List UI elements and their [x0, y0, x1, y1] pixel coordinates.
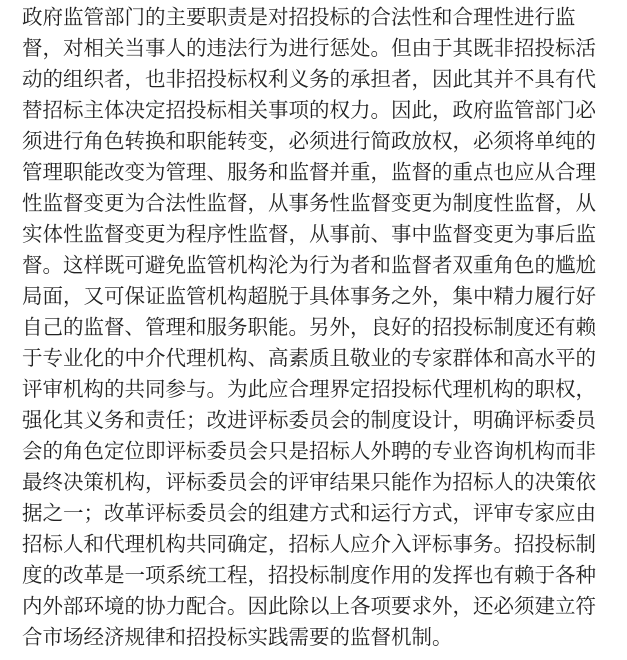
article-line: 内外部环境的协力配合。因此除以上各项要求外，还必须建立符 [22, 594, 596, 618]
article-line: 政府监管部门的主要职责是对招投标的合法性和合理性进行监 [22, 5, 576, 29]
article-line: 动的组织者，也非招投标权利义务的承担者，因此其并不具有代 [22, 67, 596, 91]
article-line: 督。这样既可避免监管机构沦为行为者和监督者双重角色的尴尬 [22, 253, 596, 277]
article-line: 性监督变更为合法性监督，从事务性监督变更为制度性监督，从 [22, 191, 596, 215]
article-line: 于专业化的中介代理机构、高素质且敬业的专家群体和高水平的 [22, 346, 596, 370]
article-line: 度的改革是一项系统工程，招投标制度作用的发挥也有赖于各种 [22, 563, 596, 587]
article-body [22, 0, 612, 653]
article-line: 局面，又可保证监管机构超脱于具体事务之外，集中精力履行好 [22, 284, 596, 308]
article-line: 据之一；改革评标委员会的组建方式和运行方式，评审专家应由 [22, 501, 596, 525]
article-line: 会的角色定位即评标委员会只是招标人外聘的专业咨询机构而非 [22, 439, 596, 463]
article-line: 最终决策机构，评标委员会的评审结果只能作为招标人的决策依 [22, 470, 596, 494]
article-line: 合市场经济规律和招投标实践需要的监督机制。 [22, 625, 453, 649]
article-line: 招标人和代理机构共同确定，招标人应介入评标事务。招投标制 [22, 532, 596, 556]
article-line: 自己的监督、管理和服务职能。另外，良好的招投标制度还有赖 [22, 315, 596, 339]
article-line: 实体性监督变更为程序性监督，从事前、事中监督变更为事后监 [22, 222, 596, 246]
article-line: 评审机构的共同参与。为此应合理界定招投标代理机构的职权， [22, 377, 596, 401]
article-line: 管理职能改变为管理、服务和监督并重，监督的重点也应从合理 [22, 160, 596, 184]
article-line: 督，对相关当事人的违法行为进行惩处。但由于其既非招投标活 [22, 36, 596, 60]
article-line: 替招标主体决定招投标相关事项的权力。因此，政府监管部门必 [22, 98, 596, 122]
article-line: 须进行角色转换和职能转变，必须进行简政放权，必须将单纯的 [22, 129, 596, 153]
article-line: 强化其义务和责任；改进评标委员会的制度设计，明确评标委员 [22, 408, 596, 432]
